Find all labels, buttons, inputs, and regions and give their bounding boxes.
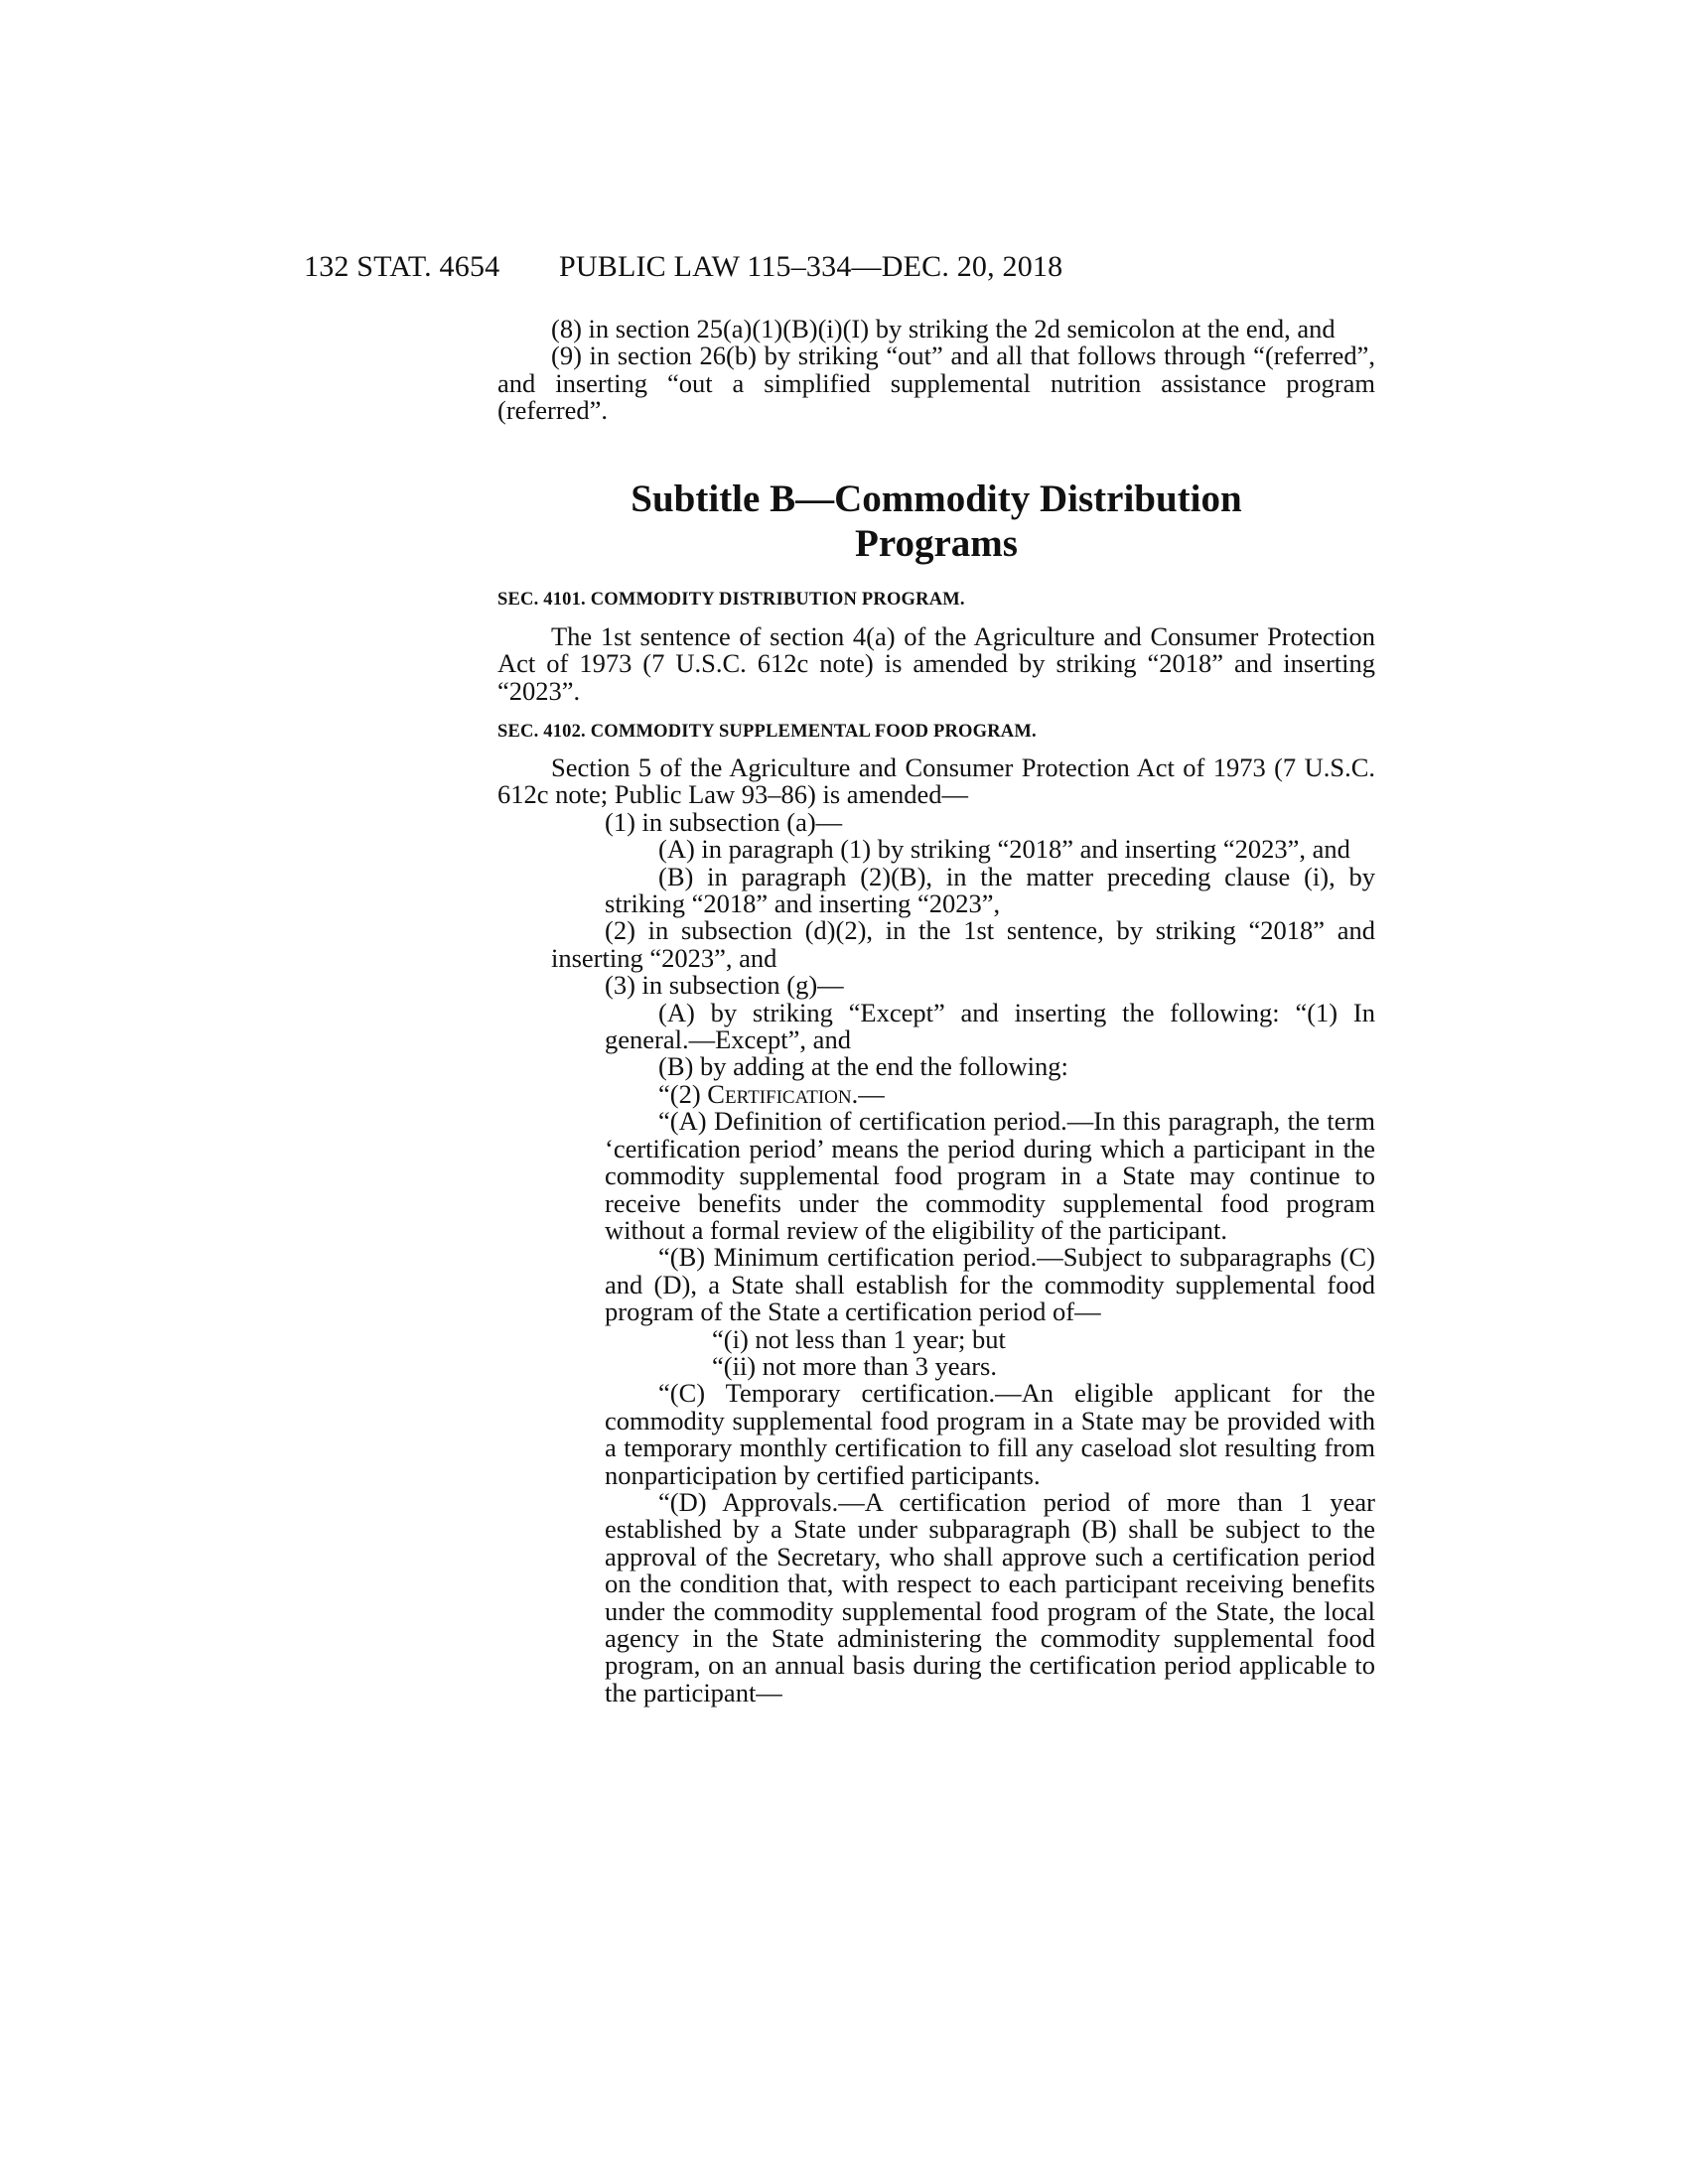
intro-amendments (497, 316, 1375, 425)
stat-page-number: 132 STAT. 4654 (304, 250, 500, 283)
paragraph-3-b: (B) by adding at the end the following: (658, 1051, 1068, 1082)
section-4102-body (497, 754, 1375, 1706)
subtitle-line-2: Programs (855, 522, 1018, 565)
section-4101-text: The 1st sentence of section 4(a) of the Agriculture and Consumer Protection Act of 1973 (7 U.S.C. 612c note) is amended by striking “2018” and inserting “2023”. (497, 621, 1375, 706)
paragraph-2: (2) in subsection (d)(2), in the 1st sentence, by striking “2018” and inserting “2023”, and (551, 915, 1375, 973)
paragraph-3-a: (A) by striking “Except” and inserting the following: “(1) In general.—Except”, and (605, 997, 1375, 1055)
running-head-title: PUBLIC LAW 115–334—DEC. 20, 2018 (559, 250, 1063, 283)
subtitle-line-1: Subtitle B—Commodity Distribution (631, 478, 1242, 520)
certification-b-minimum: “(B) Minimum certification period.—Subject to subparagraphs (C) and (D), a State shall establish for the commodity supplemental food program of the State a certification period of— (605, 1242, 1375, 1327)
paragraph-3: (3) in subsection (g)— (605, 970, 844, 1001)
section-4101-heading: SEC. 4101. COMMODITY DISTRIBUTION PROGRAM. (497, 590, 965, 610)
amendment-item-9: (9) in section 26(b) by striking “out” and all that follows through “(referred”, and inserting “out a simplified supplemental nutrition assistance program (referred”. (497, 341, 1375, 426)
paragraph-1-a: (A) in paragraph (1) by striking “2018” and inserting “2023”, and (658, 834, 1350, 865)
certification-d-approvals: “(D) Approvals.—A certification period of more than 1 year established by a State under subparagraph (B) shall be subject to the approval of the Secretary, who shall approve such a certification period on the condition that, with respect to each participant receiving benefits under the commodity supplemental food program of the State, the local agency in the State administering the commodity supplemental food program, on an annual basis during the certification period applicable to the participant— (605, 1486, 1375, 1707)
certification-b-clause-ii: “(ii) not more than 3 years. (712, 1350, 997, 1381)
section-4102-intro: Section 5 of the Agriculture and Consumer Protection Act of 1973 (7 U.S.C. 612c note; Public Law 93–86) is amended— (497, 752, 1375, 810)
paragraph-1: (1) in subsection (a)— (605, 806, 843, 837)
certification-b-clause-i: “(i) not less than 1 year; but (712, 1323, 1006, 1354)
subtitle-heading (497, 477, 1375, 566)
certification-heading: “(2) Certification.— (658, 1078, 885, 1109)
section-4101-body (497, 623, 1375, 705)
amendment-item-8: (8) in section 25(a)(1)(B)(i)(I) by striking the 2d semicolon at the end, and (551, 314, 1336, 343)
certification-c-temporary: “(C) Temporary certification.—An eligible applicant for the commodity supplemental food program in a State may be provided with a temporary monthly certification to fill any caseload slot resulting from nonparticipation by certified participants. (605, 1378, 1375, 1490)
certification-a-definition: “(A) Definition of certification period.—In this paragraph, the term ‘certification period’ means the period during which a participant in the commodity supplemental food program in a State may continue to receive benefits under the commodity supplemental food program without a formal review of the eligibility of the participant. (605, 1106, 1375, 1245)
section-4102-heading: SEC. 4102. COMMODITY SUPPLEMENTAL FOOD PROGRAM. (497, 722, 1037, 742)
paragraph-1-b: (B) in paragraph (2)(B), in the matter preceding clause (i), by striking “2018” and inserting “2023”, (605, 861, 1375, 919)
